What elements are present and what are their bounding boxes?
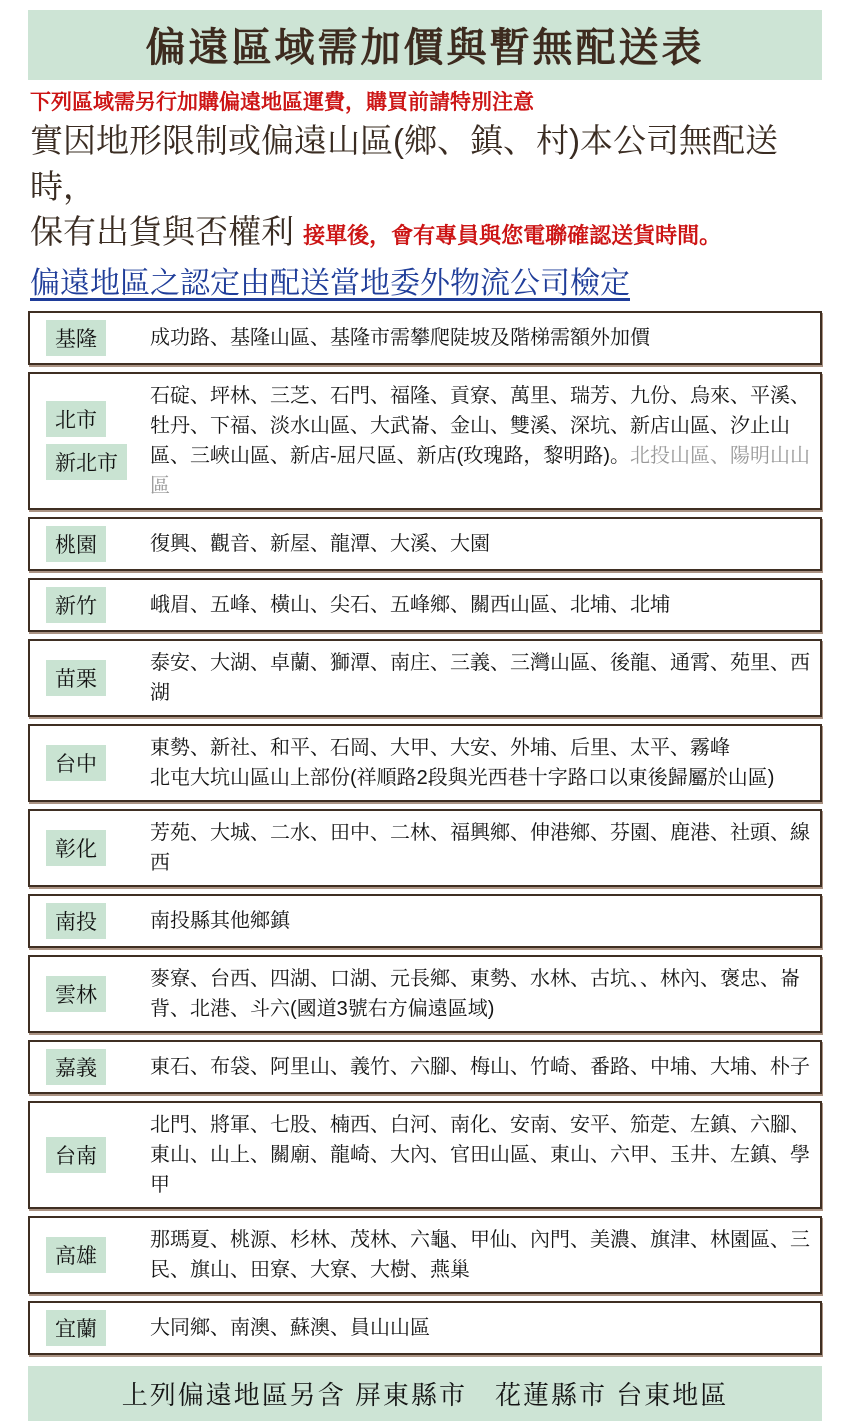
areas-text: 泰安、大湖、卓蘭、獅潭、南庄、三義、三灣山區、後龍、通霄、苑里、西湖 bbox=[150, 651, 810, 704]
areas-text-muted: 北投山區、陽明山山區 bbox=[150, 444, 810, 497]
table-row-miaoli bbox=[28, 639, 822, 717]
table-row-tainan bbox=[28, 1101, 822, 1209]
table-row-taipei-newtaipei bbox=[28, 372, 822, 510]
region-label-col bbox=[30, 1130, 140, 1180]
table-row-keelung bbox=[28, 311, 822, 365]
region-label: 彰化 bbox=[46, 830, 106, 866]
region-label-col bbox=[30, 653, 140, 703]
region-label-col bbox=[30, 1042, 140, 1092]
region-table bbox=[28, 311, 822, 1355]
region-areas bbox=[140, 1045, 820, 1089]
region-areas bbox=[140, 583, 820, 627]
region-areas bbox=[140, 811, 820, 885]
areas-text: 南投縣其他鄉鎮 bbox=[150, 909, 290, 932]
statement-line2-main: 保有出貨與否權利 bbox=[30, 213, 304, 251]
footer-additional-regions: 上列偏遠地區另含 屏東縣市 花蓮縣市 台東地區 bbox=[28, 1366, 822, 1421]
table-row-yunlin bbox=[28, 955, 822, 1033]
areas-text: 復興、觀音、新屋、龍潭、大溪、大園 bbox=[150, 532, 490, 555]
region-label: 桃園 bbox=[46, 526, 106, 562]
region-label: 苗栗 bbox=[46, 660, 106, 696]
region-areas bbox=[140, 641, 820, 715]
region-label: 嘉義 bbox=[46, 1049, 106, 1085]
certification-policy-text: 偏遠地區之認定由配送當地委外物流公司檢定 bbox=[30, 266, 630, 300]
region-label: 宜蘭 bbox=[46, 1310, 106, 1346]
areas-text: 東勢、新社、和平、石岡、大甲、大安、外埔、后里、太平、霧峰 bbox=[150, 736, 730, 759]
areas-text: 芳苑、大城、二水、田中、二林、福興鄉、伸港鄉、芬園、鹿港、社頭、線西 bbox=[150, 821, 810, 874]
areas-text: 那瑪夏、桃源、杉林、茂林、六龜、甲仙、內門、美濃、旗津、林園區、三民、旗山、田寮、大寮、大樹、燕巢 bbox=[150, 1228, 810, 1281]
areas-text: 大同鄉、南澳、蘇澳、員山山區 bbox=[150, 1316, 430, 1339]
region-label-col bbox=[30, 896, 140, 946]
region-label-col bbox=[30, 580, 140, 630]
region-label: 台南 bbox=[46, 1137, 106, 1173]
region-label: 基隆 bbox=[46, 320, 106, 356]
areas-text: 麥寮、台西、四湖、口湖、元長鄉、東勢、水林、古坑、、林內、褒忠、崙背、北港、斗六(國道3號右方偏遠區域) bbox=[150, 967, 800, 1020]
table-row-hsinchu bbox=[28, 578, 822, 632]
region-label: 北市 bbox=[46, 401, 106, 437]
region-label: 高雄 bbox=[46, 1237, 106, 1273]
region-label-col bbox=[30, 969, 140, 1019]
region-areas bbox=[140, 1218, 820, 1292]
region-label-col bbox=[30, 519, 140, 569]
delivery-policy-statement bbox=[30, 118, 822, 255]
region-areas bbox=[140, 1306, 820, 1350]
areas-text: 東石、布袋、阿里山、義竹、六腳、梅山、竹崎、番路、中埔、大埔、朴子 bbox=[150, 1055, 810, 1078]
areas-text: 北門、將軍、七股、楠西、白河、南化、安南、安平、笳萣、左鎮、六腳、東山、山上、關廟、龍崎、大內、官田山區、東山、六甲、玉井、左鎮、學甲 bbox=[150, 1113, 810, 1196]
region-areas bbox=[140, 522, 820, 566]
table-row-changhua bbox=[28, 809, 822, 887]
areas-text: 成功路、基隆山區、基隆市需攀爬陡坡及階梯需額外加價 bbox=[150, 326, 650, 349]
region-label-col bbox=[30, 313, 140, 363]
region-areas bbox=[140, 374, 820, 508]
region-label: 台中 bbox=[46, 745, 106, 781]
region-areas bbox=[140, 899, 820, 943]
page-title: 偏遠區域需加價與暫無配送表 bbox=[28, 10, 822, 80]
region-areas bbox=[140, 726, 820, 800]
table-row-kaohsiung bbox=[28, 1216, 822, 1294]
areas-text-line2: 北屯大坑山區山上部份(祥順路2段與光西巷十字路口以東後歸屬於山區) bbox=[150, 766, 775, 789]
region-label: 雲林 bbox=[46, 976, 106, 1012]
statement-contact-note: 接單後，會有專員與您電聯確認送貨時間。 bbox=[303, 223, 722, 249]
table-row-yilan bbox=[28, 1301, 822, 1355]
region-label-col bbox=[30, 738, 140, 788]
region-label-col bbox=[30, 823, 140, 873]
region-label: 南投 bbox=[46, 903, 106, 939]
table-row-taichung bbox=[28, 724, 822, 802]
areas-text: 峨眉、五峰、橫山、尖石、五峰鄉、關西山區、北埔、北埔 bbox=[150, 593, 670, 616]
areas-text: 石碇、坪林、三芝、石門、福隆、貢寮、萬里、瑞芳、九份、烏來、平溪、牡丹、下福、淡水山區、大武崙、金山、雙溪、深坑、新店山區、汐止山區、三峽山區、新店-屈尺區、新店(玫瑰路，黎明路)。 bbox=[150, 384, 810, 467]
region-label-col bbox=[30, 394, 140, 487]
table-row-taoyuan bbox=[28, 517, 822, 571]
region-areas bbox=[140, 1103, 820, 1207]
table-row-chiayi bbox=[28, 1040, 822, 1094]
statement-line2 bbox=[30, 209, 822, 255]
region-label-col bbox=[30, 1303, 140, 1353]
region-label-col bbox=[30, 1230, 140, 1280]
statement-line1: 實因地形限制或偏遠山區(鄉、鎮、村)本公司無配送時， bbox=[30, 122, 778, 205]
region-areas bbox=[140, 316, 820, 360]
region-label: 新竹 bbox=[46, 587, 106, 623]
region-areas bbox=[140, 957, 820, 1031]
region-label-secondary: 新北市 bbox=[46, 444, 127, 480]
surcharge-warning-text: 下列區域需另行加購偏遠地區運費，購買前請特別注意 bbox=[30, 90, 534, 114]
table-row-nantou bbox=[28, 894, 822, 948]
